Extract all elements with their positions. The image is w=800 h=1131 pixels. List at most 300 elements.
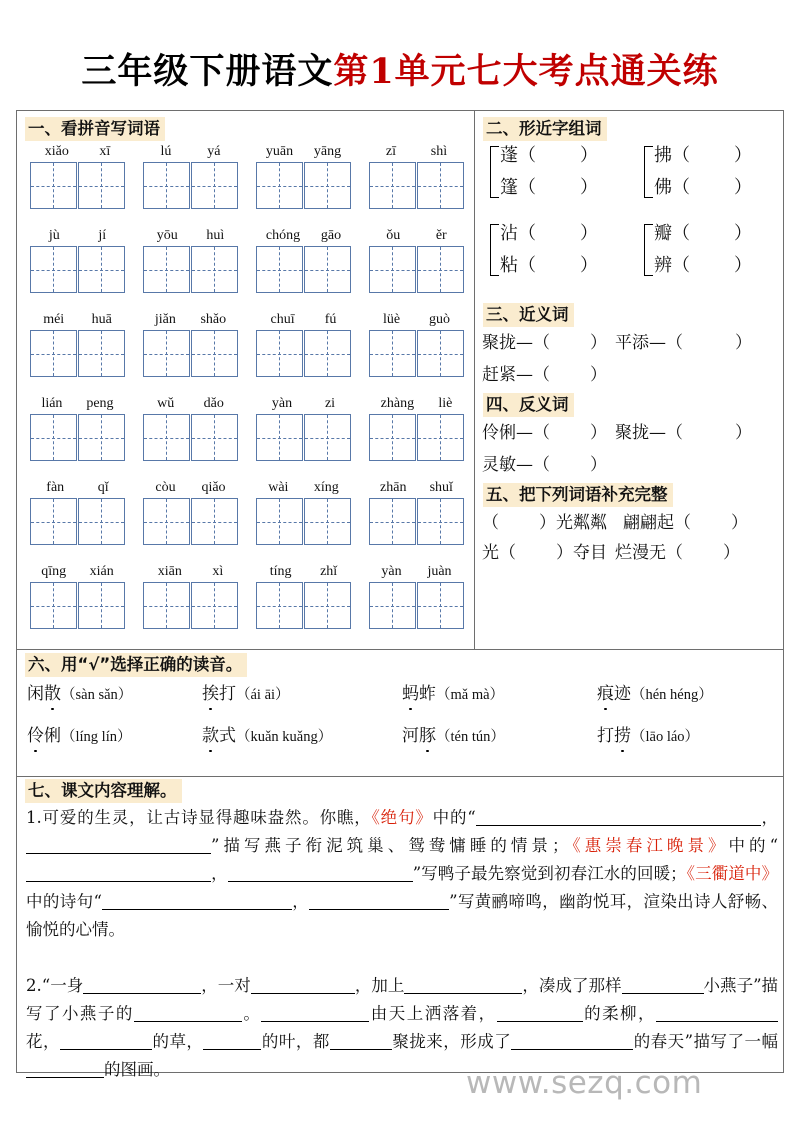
pinyin-word-group: [360, 395, 473, 479]
pronunciation-item[interactable]: [597, 682, 777, 707]
tianzige-cell[interactable]: [369, 582, 416, 629]
char-label: 瓣（: [654, 223, 690, 244]
tianzige-cell[interactable]: [191, 498, 238, 545]
bracket-icon: [490, 224, 499, 276]
tianzige-cell[interactable]: [143, 582, 190, 629]
q1-text-9: ，: [291, 892, 310, 911]
pinyin-word-group: [247, 563, 360, 647]
tianzige-cell[interactable]: [369, 246, 416, 293]
pinyin-word-group: [21, 395, 134, 479]
word-char-2: 式: [219, 726, 236, 746]
pinyin-row: [21, 143, 473, 227]
char-label: 沾（: [500, 223, 536, 244]
pronunciation-item[interactable]: [597, 724, 777, 749]
tianzige-cell[interactable]: [417, 498, 464, 545]
right-column: [474, 111, 785, 649]
q2-blank-3[interactable]: [404, 973, 522, 994]
q2-blank-2[interactable]: [251, 973, 355, 994]
paren-close: ）: [734, 145, 752, 166]
tianzige-cell[interactable]: [417, 414, 464, 461]
pinyin-syllable: guò: [429, 312, 451, 327]
similar-char-pair: [644, 143, 752, 201]
idiom-1-rest: ）光粼粼: [539, 513, 607, 533]
divider-horizontal-2: [17, 776, 783, 777]
tianzige-cell[interactable]: [191, 246, 238, 293]
pinyin-syllable: zi: [324, 396, 336, 411]
tianzige-cell-pair: [30, 414, 126, 461]
pinyin-labels: [369, 227, 465, 246]
tianzige-cell[interactable]: [304, 414, 351, 461]
pinyin-labels: [143, 563, 239, 582]
word-char-1: 伶: [27, 726, 44, 746]
tianzige-cell[interactable]: [30, 498, 77, 545]
tianzige-cell-pair: [256, 330, 352, 377]
tianzige-cell[interactable]: [78, 162, 125, 209]
tianzige-cell-pair: [143, 582, 239, 629]
similar-char-bracket-grid: [482, 143, 782, 293]
pinyin-syllable: peng: [86, 396, 114, 411]
tianzige-cell[interactable]: [191, 330, 238, 377]
pinyin-syllable: fú: [324, 312, 337, 327]
q2-text-4: ，凑成了那样: [522, 976, 622, 995]
q2-blank-8[interactable]: [656, 1001, 778, 1022]
q1-text-10: ”写黄鹂啼鸣，幽韵悦耳，渲染出诗人舒畅、愉悦的心情。: [26, 892, 779, 939]
similar-char-words: [654, 143, 752, 201]
pinyin-labels: [143, 479, 239, 498]
pinyin-syllable: xiǎo: [44, 144, 69, 159]
pinyin-syllable: chuī: [270, 312, 295, 327]
tianzige-cell[interactable]: [304, 246, 351, 293]
pinyin-word-group: [21, 479, 134, 563]
pinyin-row: [21, 563, 473, 647]
pinyin-labels: [256, 227, 352, 246]
pinyin-word-group: [21, 311, 134, 395]
word-char-2: 打: [219, 684, 236, 704]
pinyin-syllable: méi: [43, 312, 65, 327]
q1-text-3: ，: [760, 808, 779, 827]
tianzige-cell[interactable]: [256, 498, 303, 545]
similar-char-pair: [644, 221, 752, 279]
word-char-1: 河: [402, 726, 419, 746]
char-label: 蓬（: [500, 145, 536, 166]
q2-text-5: 小燕子”描写了小燕子的: [26, 976, 779, 1023]
similar-char-top: [500, 143, 598, 169]
pronunciation-item[interactable]: [402, 682, 597, 707]
pinyin-syllable: qiǎo: [201, 480, 226, 495]
q2-text-8: 的柔柳，: [582, 1004, 657, 1023]
pinyin-syllable: jiǎn: [154, 312, 176, 327]
tianzige-cell[interactable]: [143, 246, 190, 293]
pinyin-labels: [369, 479, 465, 498]
word-char-1: 蚂: [402, 684, 419, 704]
q2-blank-9[interactable]: [60, 1029, 152, 1050]
pinyin-syllable: wài: [268, 480, 289, 495]
tianzige-cell-pair: [256, 414, 352, 461]
q1-text-4: ”描写燕子衔泥筑巢、鸳鸯慵睡的情景；: [211, 836, 569, 855]
tianzige-cell-pair: [369, 582, 465, 629]
pinyin-word-group: [247, 143, 360, 227]
idiom-4-close: ）: [723, 543, 740, 563]
pinyin-syllable: dǎo: [203, 396, 224, 411]
pinyin-word-group: [247, 479, 360, 563]
q1-text-2: 中的“: [432, 808, 476, 827]
page-title-red: 第1单元七大考点通关练: [333, 51, 719, 92]
tianzige-cell[interactable]: [191, 414, 238, 461]
pinyin-word-group: [21, 143, 134, 227]
similar-char-bottom: [500, 175, 598, 201]
word-char-2: 捞: [614, 726, 631, 746]
antonym-3-word: 灵敏—（: [482, 455, 550, 475]
q1-poem-1: 《绝句》: [371, 808, 433, 827]
tianzige-cell[interactable]: [256, 246, 303, 293]
pronunciation-options[interactable]: （sàn sǎn）: [61, 687, 133, 703]
q2-text-11: 的叶，都: [261, 1032, 330, 1051]
word-char-2: 迹: [614, 684, 631, 704]
pinyin-labels: [256, 143, 352, 162]
pinyin-syllable: shǎo: [200, 312, 227, 327]
pinyin-syllable: xī: [99, 144, 111, 159]
pinyin-row: [21, 395, 473, 479]
tianzige-cell-pair: [30, 162, 126, 209]
q2-blank-7[interactable]: [497, 1001, 583, 1022]
pinyin-word-group: [134, 143, 247, 227]
pinyin-word-group: [134, 479, 247, 563]
pinyin-syllable: xián: [89, 564, 114, 579]
pinyin-syllable: huì: [206, 228, 225, 243]
section1-heading: 一、看拼音写词语: [25, 117, 165, 141]
tianzige-cell[interactable]: [417, 330, 464, 377]
pinyin-row: [21, 227, 473, 311]
char-label: 辨（: [654, 255, 690, 276]
antonym-1-word: 伶俐—（: [482, 423, 550, 443]
antonym-line-2: [482, 453, 607, 477]
tianzige-cell[interactable]: [256, 414, 303, 461]
pronunciation-item[interactable]: [27, 682, 202, 707]
tianzige-cell[interactable]: [191, 582, 238, 629]
q2-blank-11[interactable]: [330, 1029, 392, 1050]
q2-blank-4[interactable]: [622, 973, 704, 994]
pinyin-syllable: qīng: [41, 564, 67, 579]
q1-text-1: 1.可爱的生灵，让古诗显得趣味盎然。你瞧，: [26, 808, 372, 827]
tianzige-cell[interactable]: [143, 330, 190, 377]
synonym-3-word: 赶紧—（: [482, 365, 550, 385]
pronunciation-options[interactable]: （líng lín）: [61, 729, 132, 745]
pinyin-syllable: xiān: [157, 564, 182, 579]
section3-heading-wrap: [483, 303, 574, 327]
q1-poem-2: 《惠崇春江晚景》: [568, 836, 729, 855]
tianzige-cell[interactable]: [304, 582, 351, 629]
pronunciation-item[interactable]: [202, 724, 402, 749]
pinyin-word-group: [360, 143, 473, 227]
section1-heading-wrap: [25, 117, 165, 141]
tianzige-cell[interactable]: [78, 246, 125, 293]
section4-heading: 四、反义词: [483, 393, 574, 417]
pinyin-syllable: ǒu: [386, 228, 401, 243]
tianzige-cell[interactable]: [143, 498, 190, 545]
tianzige-cell[interactable]: [191, 162, 238, 209]
similar-char-pair: [490, 221, 598, 279]
pinyin-syllable: lián: [41, 396, 63, 411]
q2-text-6: 。: [241, 1004, 262, 1023]
paren-close: ）: [734, 223, 752, 244]
synonym-2-close: ）: [735, 333, 752, 353]
tianzige-cell-pair: [143, 498, 239, 545]
pronunciation-options[interactable]: （lāo láo）: [631, 729, 700, 745]
synonym-3-close: ）: [590, 365, 607, 385]
tianzige-cell[interactable]: [304, 498, 351, 545]
pinyin-word-group: [360, 563, 473, 647]
pinyin-labels: [369, 395, 465, 414]
pinyin-word-group: [134, 395, 247, 479]
pinyin-word-group: [134, 227, 247, 311]
similar-char-bottom: [654, 175, 752, 201]
pinyin-syllable: liè: [438, 396, 453, 411]
pinyin-syllable: xì: [212, 564, 224, 579]
pinyin-labels: [369, 563, 465, 582]
char-label: 佛（: [654, 177, 690, 198]
pinyin-syllable: juàn: [427, 564, 452, 579]
idiom-line-1: [482, 511, 748, 535]
q1-text-6: ，: [211, 864, 228, 883]
paren-close: ）: [580, 223, 598, 244]
synonym-1-close: ）: [590, 333, 607, 353]
pinyin-syllable: shì: [430, 144, 448, 159]
q1-blank-3[interactable]: [26, 833, 211, 854]
q1-blank-2[interactable]: [666, 805, 761, 826]
synonym-1-word: 聚拢—（: [482, 333, 550, 353]
tianzige-cell-pair: [256, 498, 352, 545]
idiom-2-text: 翩翩起（: [623, 513, 691, 533]
pinyin-word-group: [247, 311, 360, 395]
pinyin-word-group: [360, 227, 473, 311]
tianzige-cell-pair: [30, 246, 126, 293]
tianzige-cell-pair: [369, 162, 465, 209]
synonym-line-1: [482, 331, 752, 355]
tianzige-cell-pair: [30, 582, 126, 629]
idiom-2-close: ）: [731, 513, 748, 533]
tianzige-cell-pair: [256, 582, 352, 629]
tianzige-cell-pair: [143, 414, 239, 461]
pinyin-grid-rows: [21, 143, 473, 647]
tianzige-cell[interactable]: [30, 330, 77, 377]
section6-heading-wrap: [25, 653, 247, 677]
similar-char-top: [500, 221, 598, 247]
antonym-1-close: ）: [590, 423, 607, 443]
pronunciation-options[interactable]: （mǎ mà）: [436, 687, 505, 703]
tianzige-cell[interactable]: [30, 414, 77, 461]
pinyin-labels: [30, 395, 126, 414]
pinyin-syllable: zhàng: [380, 396, 415, 411]
tianzige-cell-pair: [30, 330, 126, 377]
q2-text-7: 由天上洒落着，: [369, 1004, 497, 1023]
char-label: 粘（: [500, 255, 536, 276]
pinyin-syllable: fàn: [46, 480, 65, 495]
tianzige-cell[interactable]: [143, 162, 190, 209]
pinyin-syllable: zhǐ: [320, 564, 338, 579]
section2-heading-wrap: [483, 117, 607, 141]
section5-heading: 五、把下列词语补充完整: [483, 483, 673, 507]
paren-close: ）: [580, 255, 598, 276]
pinyin-labels: [369, 311, 465, 330]
synonym-line-2: [482, 363, 607, 387]
pronunciation-item[interactable]: [202, 682, 402, 707]
tianzige-cell-pair: [369, 414, 465, 461]
pronunciation-options[interactable]: （tén tún）: [436, 729, 505, 745]
antonym-2-word: 聚拢—（: [615, 423, 683, 443]
q2-text-2: ，一对: [201, 976, 251, 995]
pinyin-syllable: zhān: [380, 480, 407, 495]
tianzige-cell[interactable]: [369, 498, 416, 545]
pinyin-word-group: [21, 227, 134, 311]
pinyin-syllable: yuān: [265, 144, 294, 159]
pinyin-syllable: jù: [48, 228, 60, 243]
tianzige-cell-pair: [30, 498, 126, 545]
tianzige-cell[interactable]: [78, 498, 125, 545]
pronunciation-item[interactable]: [27, 724, 202, 749]
q1-text-8: 中的诗句“: [26, 892, 102, 911]
pinyin-labels: [30, 479, 126, 498]
idiom-3-open: 光（: [482, 543, 516, 563]
tianzige-cell[interactable]: [30, 246, 77, 293]
tianzige-cell[interactable]: [256, 582, 303, 629]
tianzige-cell[interactable]: [30, 582, 77, 629]
q2-text-9: 花，: [26, 1032, 60, 1051]
word-char-2: 蚱: [419, 684, 436, 704]
similar-char-bottom: [500, 253, 598, 279]
q2-text-1: 2.“一身: [26, 976, 84, 995]
tianzige-cell[interactable]: [369, 330, 416, 377]
section6-heading: 六、用“√”选择正确的读音。: [25, 653, 247, 677]
q2-blank-10[interactable]: [203, 1029, 261, 1050]
q1-blank-4[interactable]: [26, 861, 211, 882]
antonym-line-1: [482, 421, 752, 445]
similar-char-words: [500, 143, 598, 201]
q1-blank-6[interactable]: [102, 889, 292, 910]
tianzige-cell-pair: [369, 330, 465, 377]
pinyin-row: [21, 479, 473, 563]
pinyin-syllable: lú: [160, 144, 172, 159]
tianzige-cell[interactable]: [369, 162, 416, 209]
tianzige-cell[interactable]: [78, 330, 125, 377]
pinyin-syllable: lüè: [382, 312, 401, 327]
paren-close: ）: [734, 255, 752, 276]
tianzige-cell[interactable]: [30, 162, 77, 209]
tianzige-cell[interactable]: [417, 246, 464, 293]
similar-char-top: [654, 143, 752, 169]
similar-char-top: [654, 221, 752, 247]
q2-text-13: 的春天”描写了一幅: [633, 1032, 778, 1051]
word-char-1: 款: [202, 726, 219, 746]
pinyin-syllable: huā: [91, 312, 112, 327]
section3-heading: 三、近义词: [483, 303, 574, 327]
tianzige-cell-pair: [256, 162, 352, 209]
tianzige-cell[interactable]: [143, 414, 190, 461]
q2-blank-12[interactable]: [511, 1029, 633, 1050]
pronunciation-row-2: [27, 724, 777, 749]
tianzige-cell[interactable]: [304, 162, 351, 209]
pinyin-syllable: yàn: [271, 396, 293, 411]
tianzige-cell[interactable]: [417, 582, 464, 629]
paren-close: ）: [580, 177, 598, 198]
word-char-2: 散: [44, 684, 61, 704]
page-title: [0, 0, 800, 103]
paren-close: ）: [580, 145, 598, 166]
bracket-icon: [644, 224, 653, 276]
pinyin-labels: [369, 143, 465, 162]
tianzige-cell-pair: [256, 246, 352, 293]
pinyin-word-group: [247, 227, 360, 311]
q2-blank-6[interactable]: [261, 1001, 369, 1022]
pinyin-syllable: chóng: [265, 228, 301, 243]
pronunciation-options[interactable]: （ái āi）: [236, 687, 290, 703]
tianzige-cell-pair: [369, 246, 465, 293]
tianzige-cell-pair: [143, 330, 239, 377]
tianzige-cell[interactable]: [256, 330, 303, 377]
q1-blank-1[interactable]: [476, 805, 666, 826]
watermark: www.sezq.com: [466, 1065, 703, 1101]
tianzige-cell[interactable]: [369, 414, 416, 461]
char-label: 拂（: [654, 145, 690, 166]
pinyin-syllable: shuǐ: [429, 480, 453, 495]
q1-poem-3: 《三衢道中》: [686, 864, 779, 883]
page-title-black: 三年级下册语文: [81, 51, 334, 92]
q1-blank-7[interactable]: [309, 889, 449, 910]
tianzige-cell[interactable]: [417, 162, 464, 209]
pinyin-word-group: [360, 479, 473, 563]
pinyin-syllable: còu: [155, 480, 176, 495]
tianzige-cell[interactable]: [256, 162, 303, 209]
q2-blank-13[interactable]: [26, 1057, 104, 1078]
word-char-2: 豚: [419, 726, 436, 746]
bracket-icon: [644, 146, 653, 198]
pronunciation-options[interactable]: （kuǎn kuǎng）: [236, 729, 333, 745]
section-choose-pronunciation: [17, 649, 785, 776]
q2-text-10: 的草，: [151, 1032, 204, 1051]
word-char-1: 痕: [597, 684, 614, 704]
idiom-3-rest: ）夺目: [556, 543, 607, 563]
pronunciation-row-1: [27, 682, 777, 707]
tianzige-cell[interactable]: [304, 330, 351, 377]
pinyin-syllable: wǔ: [157, 396, 175, 411]
pinyin-labels: [30, 143, 126, 162]
q1-text-7: ”写鸭子最先察觉到初春江水的回暖；: [412, 864, 687, 883]
q2-blank-1[interactable]: [83, 973, 201, 994]
pinyin-syllable: yōu: [156, 228, 178, 243]
tianzige-cell[interactable]: [78, 414, 125, 461]
pinyin-labels: [30, 311, 126, 330]
q2-blank-5[interactable]: [134, 1001, 242, 1022]
pronunciation-options[interactable]: （hén héng）: [631, 687, 713, 703]
idiom-1-open: （: [482, 513, 499, 533]
q2-text-12: 聚拢来，形成了: [391, 1032, 512, 1051]
pinyin-word-group: [21, 563, 134, 647]
word-char-1: 闲: [27, 684, 44, 704]
worksheet-frame: [16, 110, 784, 1079]
section7-heading-wrap: [25, 779, 182, 803]
similar-char-words: [654, 221, 752, 279]
pronunciation-item[interactable]: [402, 724, 597, 749]
q1-blank-5[interactable]: [228, 861, 413, 882]
pinyin-syllable: qǐ: [97, 480, 109, 495]
similar-char-bottom: [654, 253, 752, 279]
idiom-line-2: [482, 541, 740, 565]
tianzige-cell[interactable]: [78, 582, 125, 629]
pinyin-syllable: tíng: [269, 564, 292, 579]
char-label: 篷（: [500, 177, 536, 198]
pinyin-row: [21, 311, 473, 395]
synonym-2-word: 平添—（: [615, 333, 683, 353]
pinyin-syllable: yàn: [381, 564, 402, 579]
